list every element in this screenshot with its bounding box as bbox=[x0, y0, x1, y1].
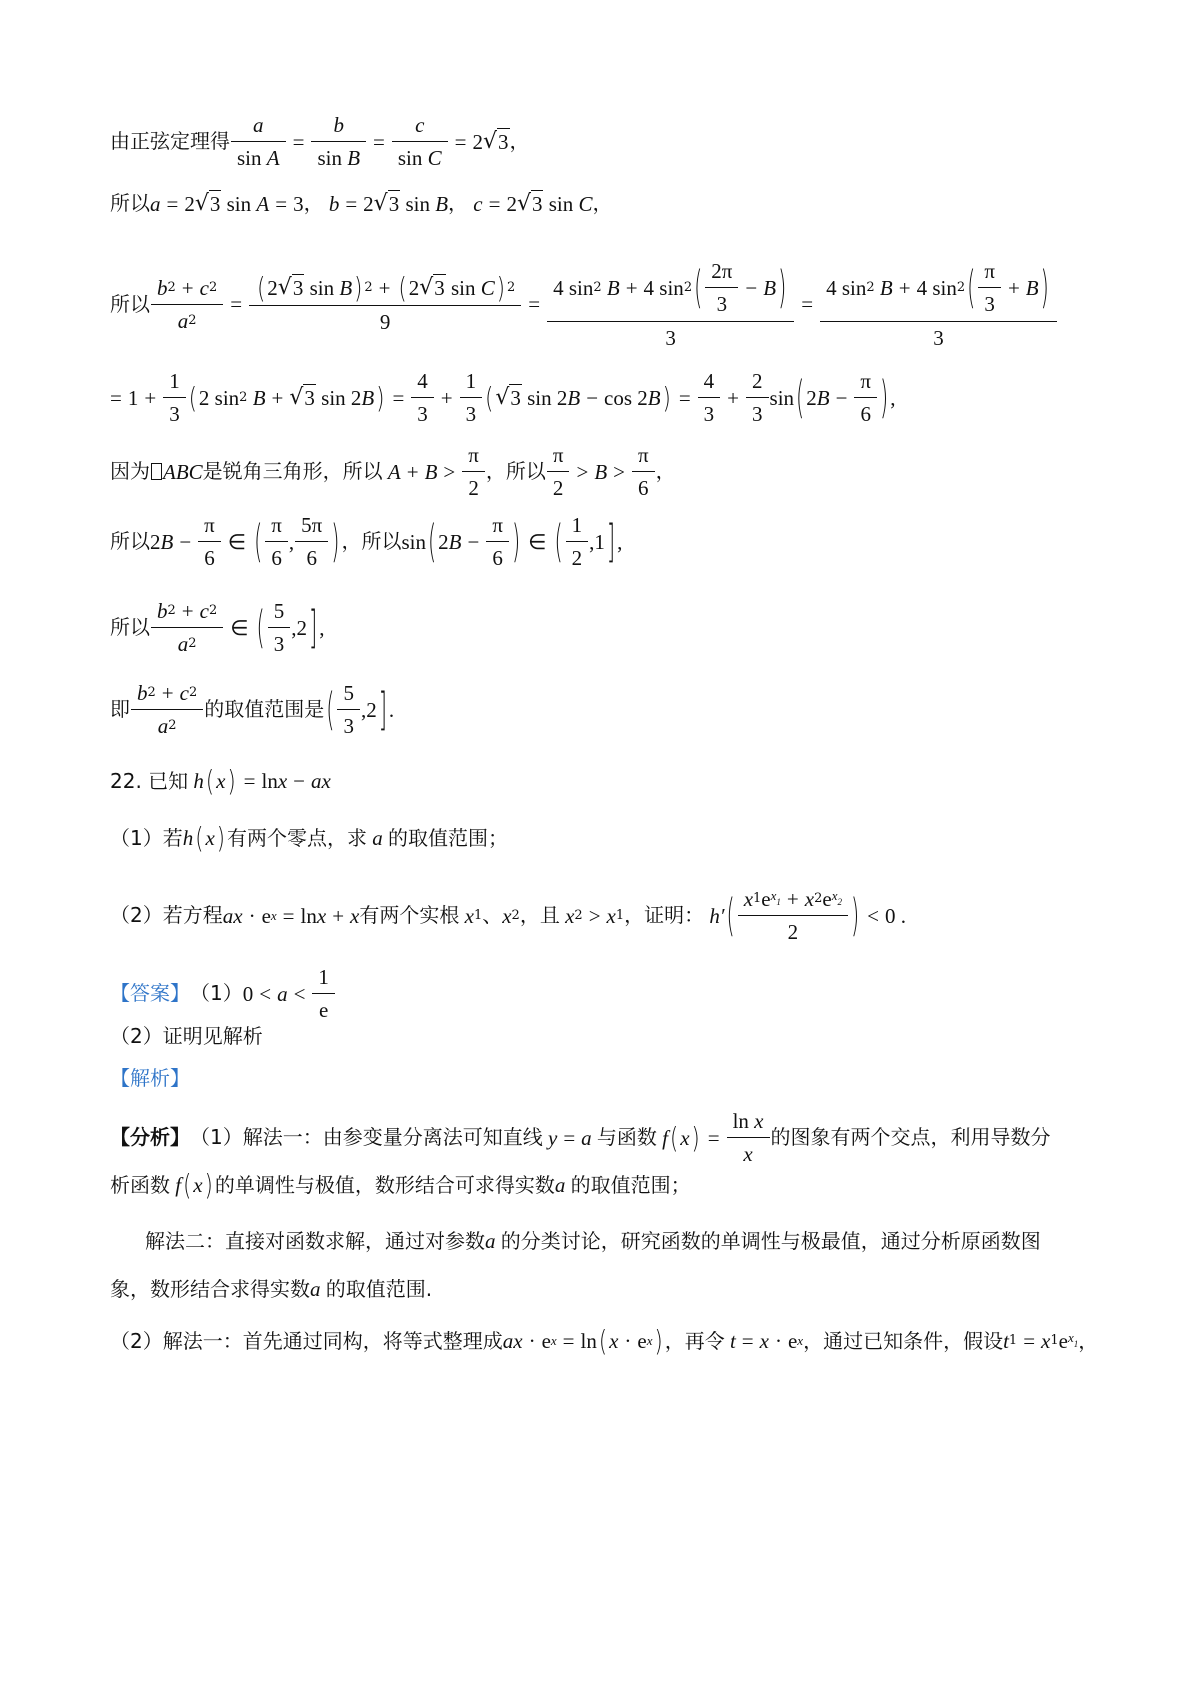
text-fragment: （2）解法一：首先通过同构，将等式整理成 bbox=[110, 1328, 503, 1353]
text-fragment: 因为 bbox=[110, 459, 150, 484]
triangle-name: ABC bbox=[163, 459, 203, 484]
text-fragment: 所以 bbox=[110, 529, 150, 554]
text-fragment: 是锐角三角形，所以 bbox=[202, 459, 383, 484]
question-number: 22. 已知 bbox=[110, 768, 189, 793]
analysis-line-4: 象，数形结合求得实数 a 的取值范围. bbox=[110, 1276, 433, 1301]
line-ratio: 所以 b 2 + c 2 a 2 = ( 2 √ 3 sin B ) 2 + ( 2 √ 3 sin C ) 2 9 = 4 sin 2 B + 4 sin 2 ( $\frac{2\pi}{3}$ − B ) 3 = 4 sin 2 B + 4 sin 2 ( $\frac{\pi}{3}$ + B ) 3 bbox=[110, 258, 1110, 351]
fraction: ( 2 √ 3 sin B ) 2 + ( 2 √ 3 sin C ) 2 9 bbox=[252, 274, 518, 335]
text-fragment: 的取值范围是 bbox=[204, 697, 325, 722]
text-fragment: 即 bbox=[110, 697, 130, 722]
text-fragment: ，再令 bbox=[664, 1328, 725, 1353]
text-fragment: 解法二：直接对函数求解，通过对参数 bbox=[145, 1228, 485, 1253]
text-fragment: （1） bbox=[190, 981, 243, 1006]
text-fragment: （2）若方程 bbox=[110, 903, 223, 928]
fraction: b sin B bbox=[314, 112, 363, 172]
text-fragment: 由正弦定理得 bbox=[110, 129, 230, 154]
text-fragment: 的分类讨论，研究函数的单调性与极最值，通过分析原函数图 bbox=[500, 1228, 1041, 1253]
fraction: a sin A bbox=[234, 112, 283, 172]
text-fragment: ，且 bbox=[519, 903, 560, 928]
text-fragment: ， bbox=[1078, 1328, 1099, 1353]
line-acute: 因为 ABC 是锐角三角形，所以 A + B > $\frac{\pi}{2}$ ，所以 $\frac{\pi}{2}$ > B > $\frac{\pi}{6}$ ， bbox=[110, 443, 676, 501]
text-fragment: ，所以 bbox=[485, 459, 546, 484]
text-fragment: 的单调性与极值，数形结合可求得实数 bbox=[214, 1172, 555, 1197]
text-fragment: ，证明： bbox=[624, 903, 705, 928]
question-part-1: （1）若 h ( x ) 有两个零点，求 a 的取值范围； bbox=[110, 821, 508, 855]
fraction: b 2 + c 2 a 2 bbox=[154, 275, 220, 335]
text-fragment: ，通过已知条件，假设 bbox=[803, 1328, 1004, 1353]
analysis-line-5: （2）解法一：首先通过同构，将等式整理成 ax · e x = ln ( x · e x ) ，再令 t = x · e x ，通过已知条件，假设 t 1 = x 1 e $x_1$ ， bbox=[110, 1324, 1099, 1358]
analysis-sub-label: 【分析】 bbox=[110, 1125, 190, 1150]
answer-line-2 bbox=[110, 1024, 1110, 1049]
analysis-line-2: 析函数 f ( x ) 的单调性与极值，数形结合可求得实数 a 的取值范围； bbox=[110, 1168, 691, 1202]
text-fragment: 所以 bbox=[110, 615, 150, 640]
line-ratio-range: 所以 b 2 + c 2 a 2 ∈ ( $\frac{5}{3}$ ,2 ] , bbox=[110, 599, 325, 657]
text-fragment: 的取值范围； bbox=[387, 825, 508, 850]
analysis-line-3: 解法二：直接对函数求解，通过对参数 a 的分类讨论，研究函数的单调性与极最值，通过分析原函数图 bbox=[145, 1228, 1041, 1253]
answer-label: 【答案】 bbox=[110, 981, 190, 1006]
text-fragment: ，所以 bbox=[341, 529, 402, 554]
question-part-2: （2）若方程 ax · e x = ln x + x 有两个实根 x 1 、 x 2 ，且 x 2 > x 1 ，证明： h′ ( x 1 e $x_1$ + x 2 e $x_2$ 2 ) < 0 . bbox=[110, 887, 907, 945]
text-fragment: 与函数 bbox=[596, 1125, 657, 1150]
text-fragment: （2）证明见解析 bbox=[110, 1024, 263, 1048]
line-range: 所以 2 B − $\frac{\pi}{6}$ ∈ ( $\frac{\pi}{6}$ , $\frac{5\pi}{6}$ ) ，所以 sin ( 2 B − $\frac{\pi}{6}$ ) ∈ ( $\frac{1}{2}$ ,1 ] , bbox=[110, 513, 623, 571]
text-fragment: （1）若 bbox=[110, 825, 183, 850]
text-fragment: 有两个实根 bbox=[359, 903, 460, 928]
analysis-line-1: 【分析】 （1）解法一：由参变量分离法可知直线 y = a 与函数 f ( x ) = ln x x 的图象有两个交点，利用导数分 bbox=[110, 1109, 1051, 1167]
line-conclusion: 即 b 2 + c 2 a 2 的取值范围是 ( $\frac{5}{3}$ ,2 ] . bbox=[110, 681, 395, 739]
text-fragment: 所以 bbox=[110, 291, 150, 316]
text-fragment: ， bbox=[509, 129, 530, 154]
text-fragment: 有两个零点，求 bbox=[226, 825, 367, 850]
fraction: c sin C bbox=[395, 112, 445, 172]
fraction: 4 sin 2 B + 4 sin 2 ( $\frac{2\pi}{3}$ − B ) 3 bbox=[550, 258, 791, 351]
line-sides: 所以 a = 2 √ 3 sin A = 3 ， b = 2 √ 3 sin B ， c = 2 √ 3 sin C ， bbox=[110, 191, 613, 217]
fraction: 4 sin 2 B + 4 sin 2 ( $\frac{\pi}{3}$ + B ) 3 bbox=[823, 258, 1054, 351]
analysis-heading bbox=[110, 1066, 1110, 1091]
answer-line-1: 【答案】 （1） 0 < a < $\frac{1}{e}$ bbox=[110, 964, 1110, 1024]
text-fragment: 析函数 bbox=[110, 1172, 170, 1197]
line-simplify: = 1 + $\frac{1}{3}$ ( 2 sin 2 B + √ 3 sin 2 B ) = $\frac{4}{3}$ + $\frac{1}{3}$ ( √ 3 sin 2 B − cos 2 B ) = $\frac{4}{3}$ + $\frac{2}{3}$ sin ( 2 B − $\frac{\pi}{6}$ ) , bbox=[110, 369, 896, 427]
text-fragment: 的取值范围. bbox=[325, 1276, 433, 1301]
text-fragment: 、 bbox=[482, 903, 503, 928]
question-22: 22. 已知 h ( x ) = ln x − ax bbox=[110, 764, 331, 798]
line-sine-law: 由正弦定理得 a sin A = b sin B = c sin C = 2 √ 3 ， bbox=[110, 113, 530, 171]
text-fragment: 的取值范围； bbox=[570, 1172, 691, 1197]
text-fragment: （1）解法一：由参变量分离法可知直线 bbox=[190, 1125, 543, 1150]
text-fragment: 的图象有两个交点，利用导数分 bbox=[770, 1125, 1051, 1150]
analysis-label: 【解析】 bbox=[110, 1066, 190, 1090]
text-fragment: 象，数形结合求得实数 bbox=[110, 1276, 310, 1301]
text-fragment: 所以 bbox=[110, 191, 150, 216]
